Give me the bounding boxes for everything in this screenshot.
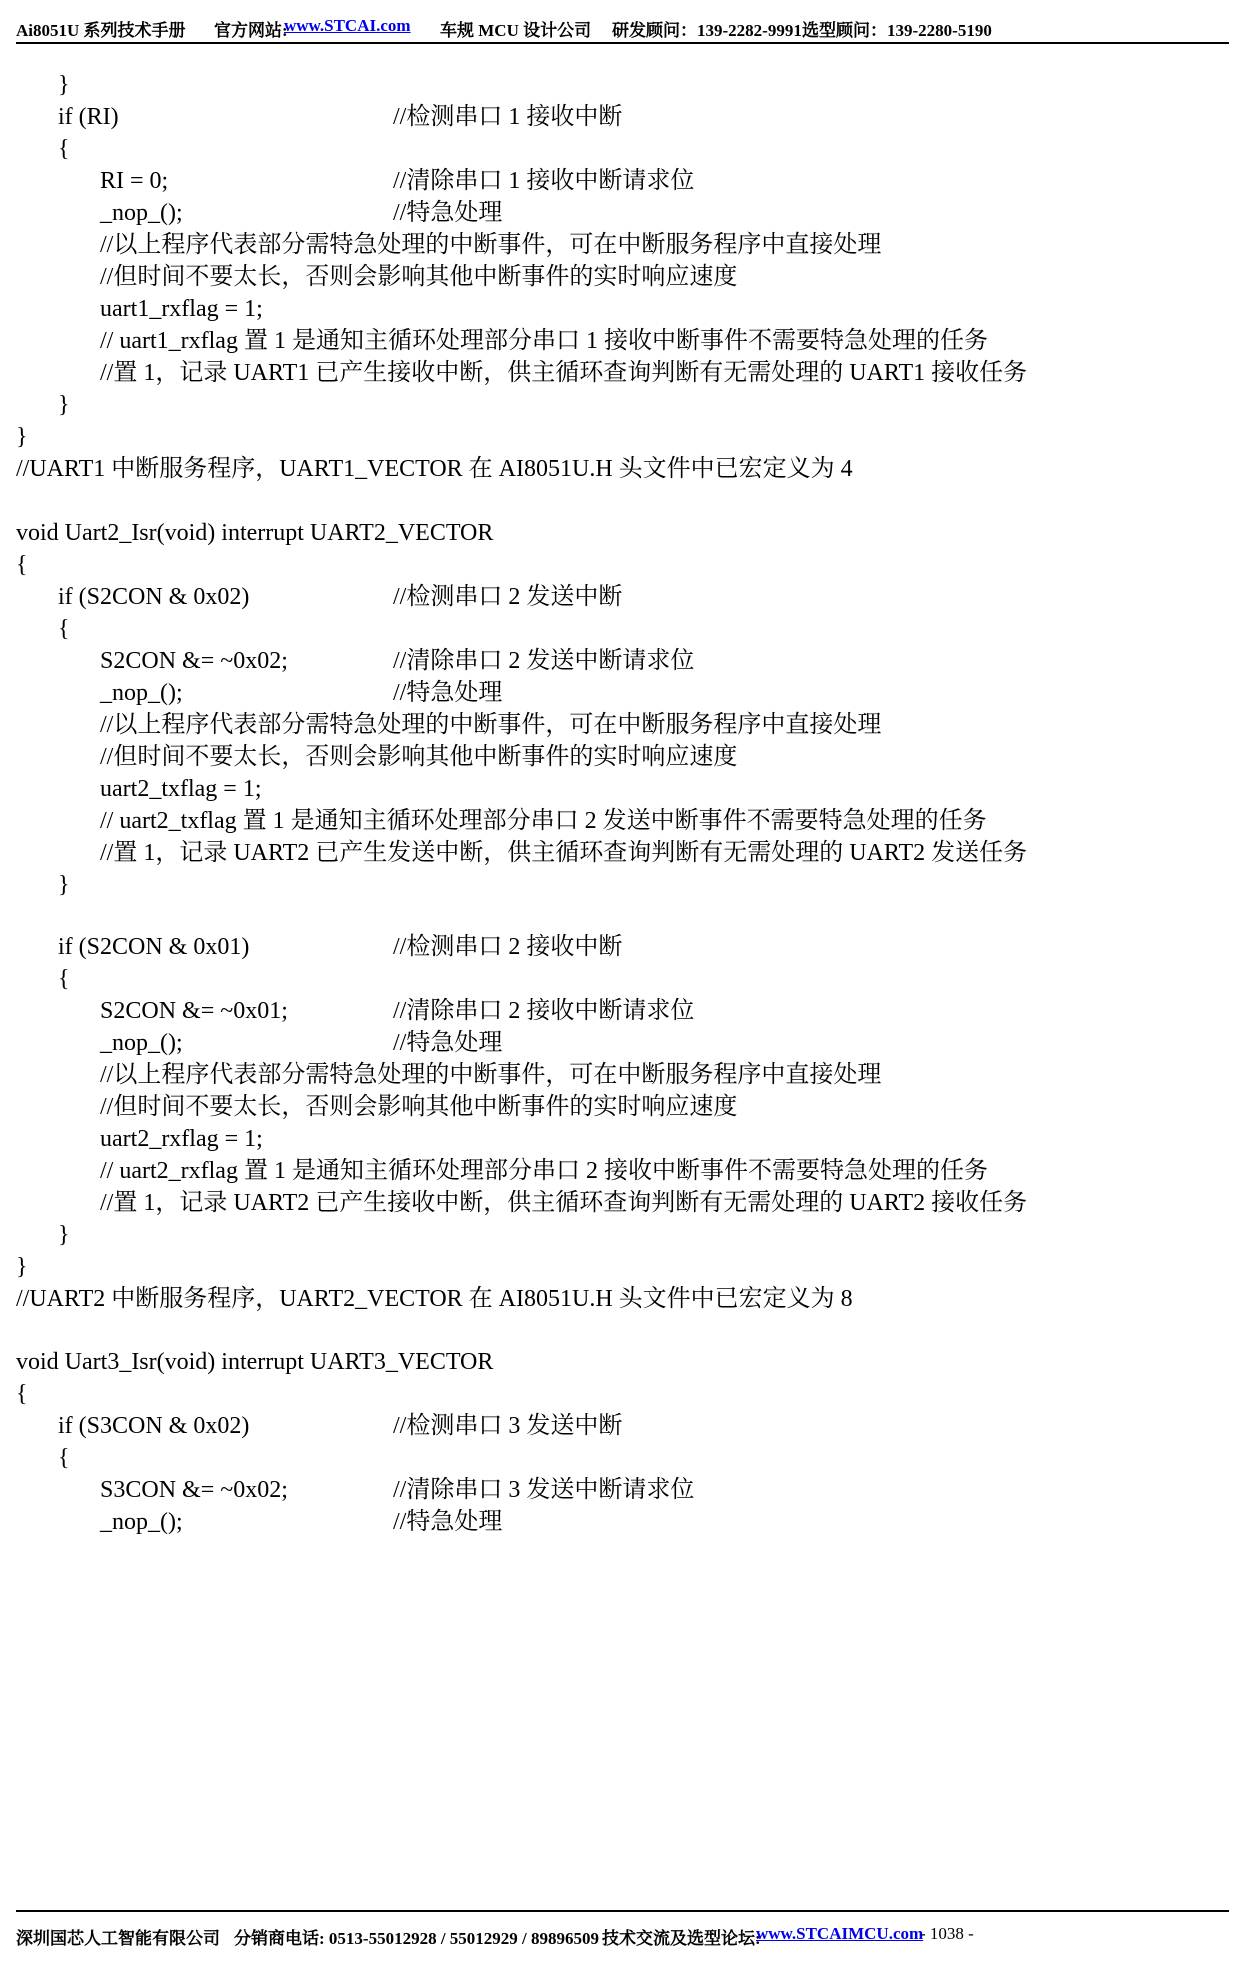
code-comment: //特急处理 [393,1509,503,1535]
code-text: { [58,1445,70,1471]
code-text: uart1_rxflag = 1; [100,296,263,322]
site-label: 官方网站: [214,21,288,40]
forum-link[interactable]: www.STCAIMCU.com [756,1924,924,1943]
code-text: } [58,392,70,418]
code-text: _nop_(); [100,1509,183,1535]
code-text: uart2_rxflag = 1; [100,1126,263,1152]
code-text: //UART2 中断服务程序，UART2_VECTOR 在 AI8051U.H 头文件中已宏定义为 8 [16,1286,853,1312]
code-text: // uart2_rxflag 置 1 是通知主循环处理部分串口 2 接收中断事件不需要特急处理的任务 [100,1158,988,1184]
code-text: if (S2CON & 0x02) [58,584,250,610]
code-text: } [16,424,28,450]
code-comment: //检测串口 3 发送中断 [393,1413,623,1439]
code-text: //置 1，记录 UART2 已产生接收中断，供主循环查询判断有无需处理的 UART2 接收任务 [100,1190,1028,1216]
code-text: //以上程序代表部分需特急处理的中断事件，可在中断服务程序中直接处理 [100,232,882,258]
code-comment: //特急处理 [393,1030,503,1056]
sales-contact: 选型顾问：139-2280-5190 [802,21,992,40]
code-text: S2CON &= ~0x01; [100,998,288,1024]
code-comment: //清除串口 3 发送中断请求位 [393,1477,695,1503]
code-text: //置 1，记录 UART2 已产生发送中断，供主循环查询判断有无需处理的 UART2 发送任务 [100,840,1028,866]
code-text: } [58,1222,70,1248]
site-link[interactable]: www.STCAI.com [284,16,411,35]
forum-label: 技术交流及选型论坛: [602,1929,761,1948]
code-text: { [16,1381,28,1407]
code-text: //置 1，记录 UART1 已产生接收中断，供主循环查询判断有无需处理的 UART1 接收任务 [100,360,1028,386]
code-text: RI = 0; [100,168,169,194]
code-text: //但时间不要太长，否则会影响其他中断事件的实时响应速度 [100,1094,738,1120]
code-text: _nop_(); [100,1030,183,1056]
code-comment: //清除串口 2 发送中断请求位 [393,648,695,674]
code-comment: //清除串口 1 接收中断请求位 [393,168,695,194]
code-text: //以上程序代表部分需特急处理的中断事件，可在中断服务程序中直接处理 [100,712,882,738]
footer-company: 深圳国芯人工智能有限公司 [16,1929,220,1948]
code-comment: //检测串口 2 发送中断 [393,584,623,610]
code-text: _nop_(); [100,680,183,706]
code-text: { [16,552,28,578]
page-header [16,14,1229,44]
page-footer [16,1910,1229,1952]
code-text: { [58,136,70,162]
code-text: //但时间不要太长，否则会影响其他中断事件的实时响应速度 [100,264,738,290]
code-comment: //特急处理 [393,200,503,226]
code-text: { [58,966,70,992]
code-text: } [58,872,70,898]
code-text: void Uart2_Isr(void) interrupt UART2_VECTOR [16,520,494,546]
code-text: S2CON &= ~0x02; [100,648,288,674]
code-comment: //特急处理 [393,680,503,706]
code-text: // uart2_txflag 置 1 是通知主循环处理部分串口 2 发送中断事件不需要特急处理的任务 [100,808,987,834]
code-comment: //清除串口 2 接收中断请求位 [393,998,695,1024]
footer-phone: 分销商电话: 0513-55012928 / 55012929 / 89896509 [234,1929,600,1948]
code-text: _nop_(); [100,200,183,226]
code-text: } [16,1254,28,1280]
code-text: if (RI) [58,104,119,130]
page-number: - 1038 - [920,1924,974,1943]
code-text: uart2_txflag = 1; [100,776,262,802]
code-text: // uart1_rxflag 置 1 是通知主循环处理部分串口 1 接收中断事件不需要特急处理的任务 [100,328,988,354]
company-tag: 车规 MCU 设计公司 [440,21,592,40]
code-text: //以上程序代表部分需特急处理的中断事件，可在中断服务程序中直接处理 [100,1062,882,1088]
code-text: if (S2CON & 0x01) [58,934,250,960]
code-text: if (S3CON & 0x02) [58,1413,250,1439]
code-text: { [58,616,70,642]
rd-contact: 研发顾问：139-2282-9991 [612,21,802,40]
code-comment: //检测串口 2 接收中断 [393,934,623,960]
code-comment: //检测串口 1 接收中断 [393,104,623,130]
code-text: //但时间不要太长，否则会影响其他中断事件的实时响应速度 [100,744,738,770]
code-text: //UART1 中断服务程序，UART1_VECTOR 在 AI8051U.H 头文件中已宏定义为 4 [16,456,853,482]
code-text: } [58,72,70,98]
code-text: S3CON &= ~0x02; [100,1477,288,1503]
manual-title: Ai8051U 系列技术手册 [16,21,186,40]
code-text: void Uart3_Isr(void) interrupt UART3_VECTOR [16,1349,494,1375]
